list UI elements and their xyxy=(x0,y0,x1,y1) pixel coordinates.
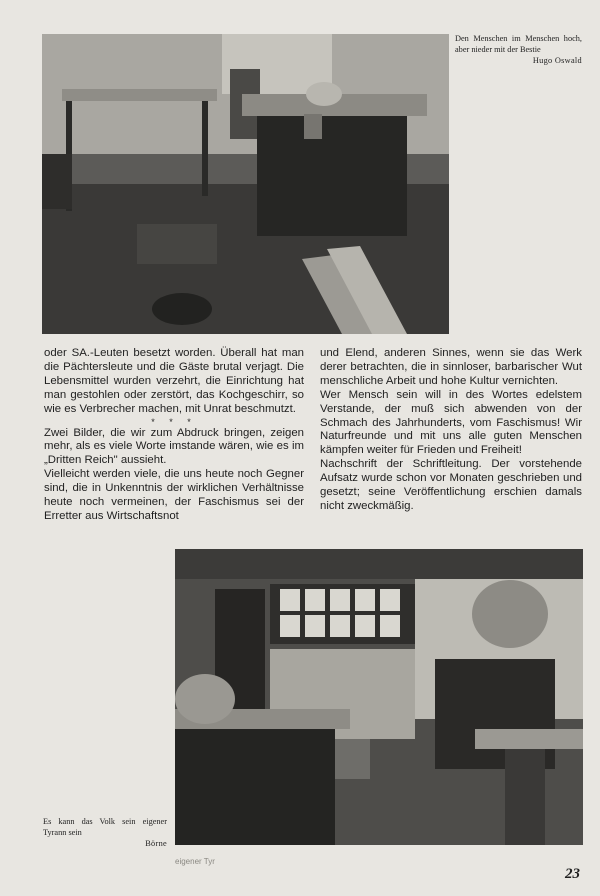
caption-top xyxy=(455,33,582,66)
section-separator xyxy=(44,417,304,427)
right-paragraph-1: und Elend, anderen Sinnes, wenn sie das Werk derer betrachten, die in sinnloser, barbarischer Wut menschliche Arbeit und hohe Kultur vernichten. xyxy=(320,347,582,387)
caption-top-author: Hugo Oswald xyxy=(532,56,582,65)
caption-bottom-author: Börne xyxy=(145,839,167,848)
column-right xyxy=(320,347,582,514)
column-left xyxy=(44,347,304,524)
page-number: 23 xyxy=(565,866,580,882)
right-paragraph-3: Nachschrift der Schriftleitung. Der vorstehende Aufsatz wurde schon vor Monaten geschrieben und gesetzt; seine Veröffentlichung erschien damals nicht zweckmäßig. xyxy=(320,458,582,512)
right-paragraph-2: Wer Mensch sein will in des Wortes edelstem Verstande, der muß sich abwenden von der Schmach des Jahrhunderts, vom Faschismus! Wir Naturfreunde und mit uns alle guten Menschen kämpfen weiter für Frieden und Freiheit! xyxy=(320,388,582,457)
photo-vandalized-dining-room xyxy=(42,34,449,334)
left-paragraph-3: Vielleicht werden viele, die uns heute noch Gegner sind, die in Unkenntnis der wirklichen Verhältnisse heute noch vermeinen, der Faschismus sei der Erretter aus Wirtschaftsnot xyxy=(44,468,304,522)
caption-bottom xyxy=(43,816,167,849)
left-paragraph-1: oder SA.-Leuten besetzt worden. Überall hat man die Pächtersleute und die Gäste brutal verjagt. Die Lebensmittel wurden verzehrt, die Einrichtung hat man gestohlen oder zerstört, das Kochgeschirr, so wie es Verbrecher machen, mit Unrat beschmutzt. xyxy=(44,347,304,415)
left-paragraph-2: Zwei Bilder, die wir zum Abdruck bringen, zeigen mehr, als es viele Worte imstande wären, wie es im „Dritten Reich" aussieht. xyxy=(44,426,304,467)
photo-vandalized-kitchen xyxy=(175,549,583,845)
faint-bleed-through-text: eigener Tyr xyxy=(175,857,215,866)
caption-top-text: Den Menschen im Menschen hoch, aber nieder mit der Bestie xyxy=(455,34,582,54)
section-separator-text: * * * xyxy=(151,416,197,427)
caption-bottom-text: Es kann das Volk sein eigener Tyrann sein xyxy=(43,817,167,837)
